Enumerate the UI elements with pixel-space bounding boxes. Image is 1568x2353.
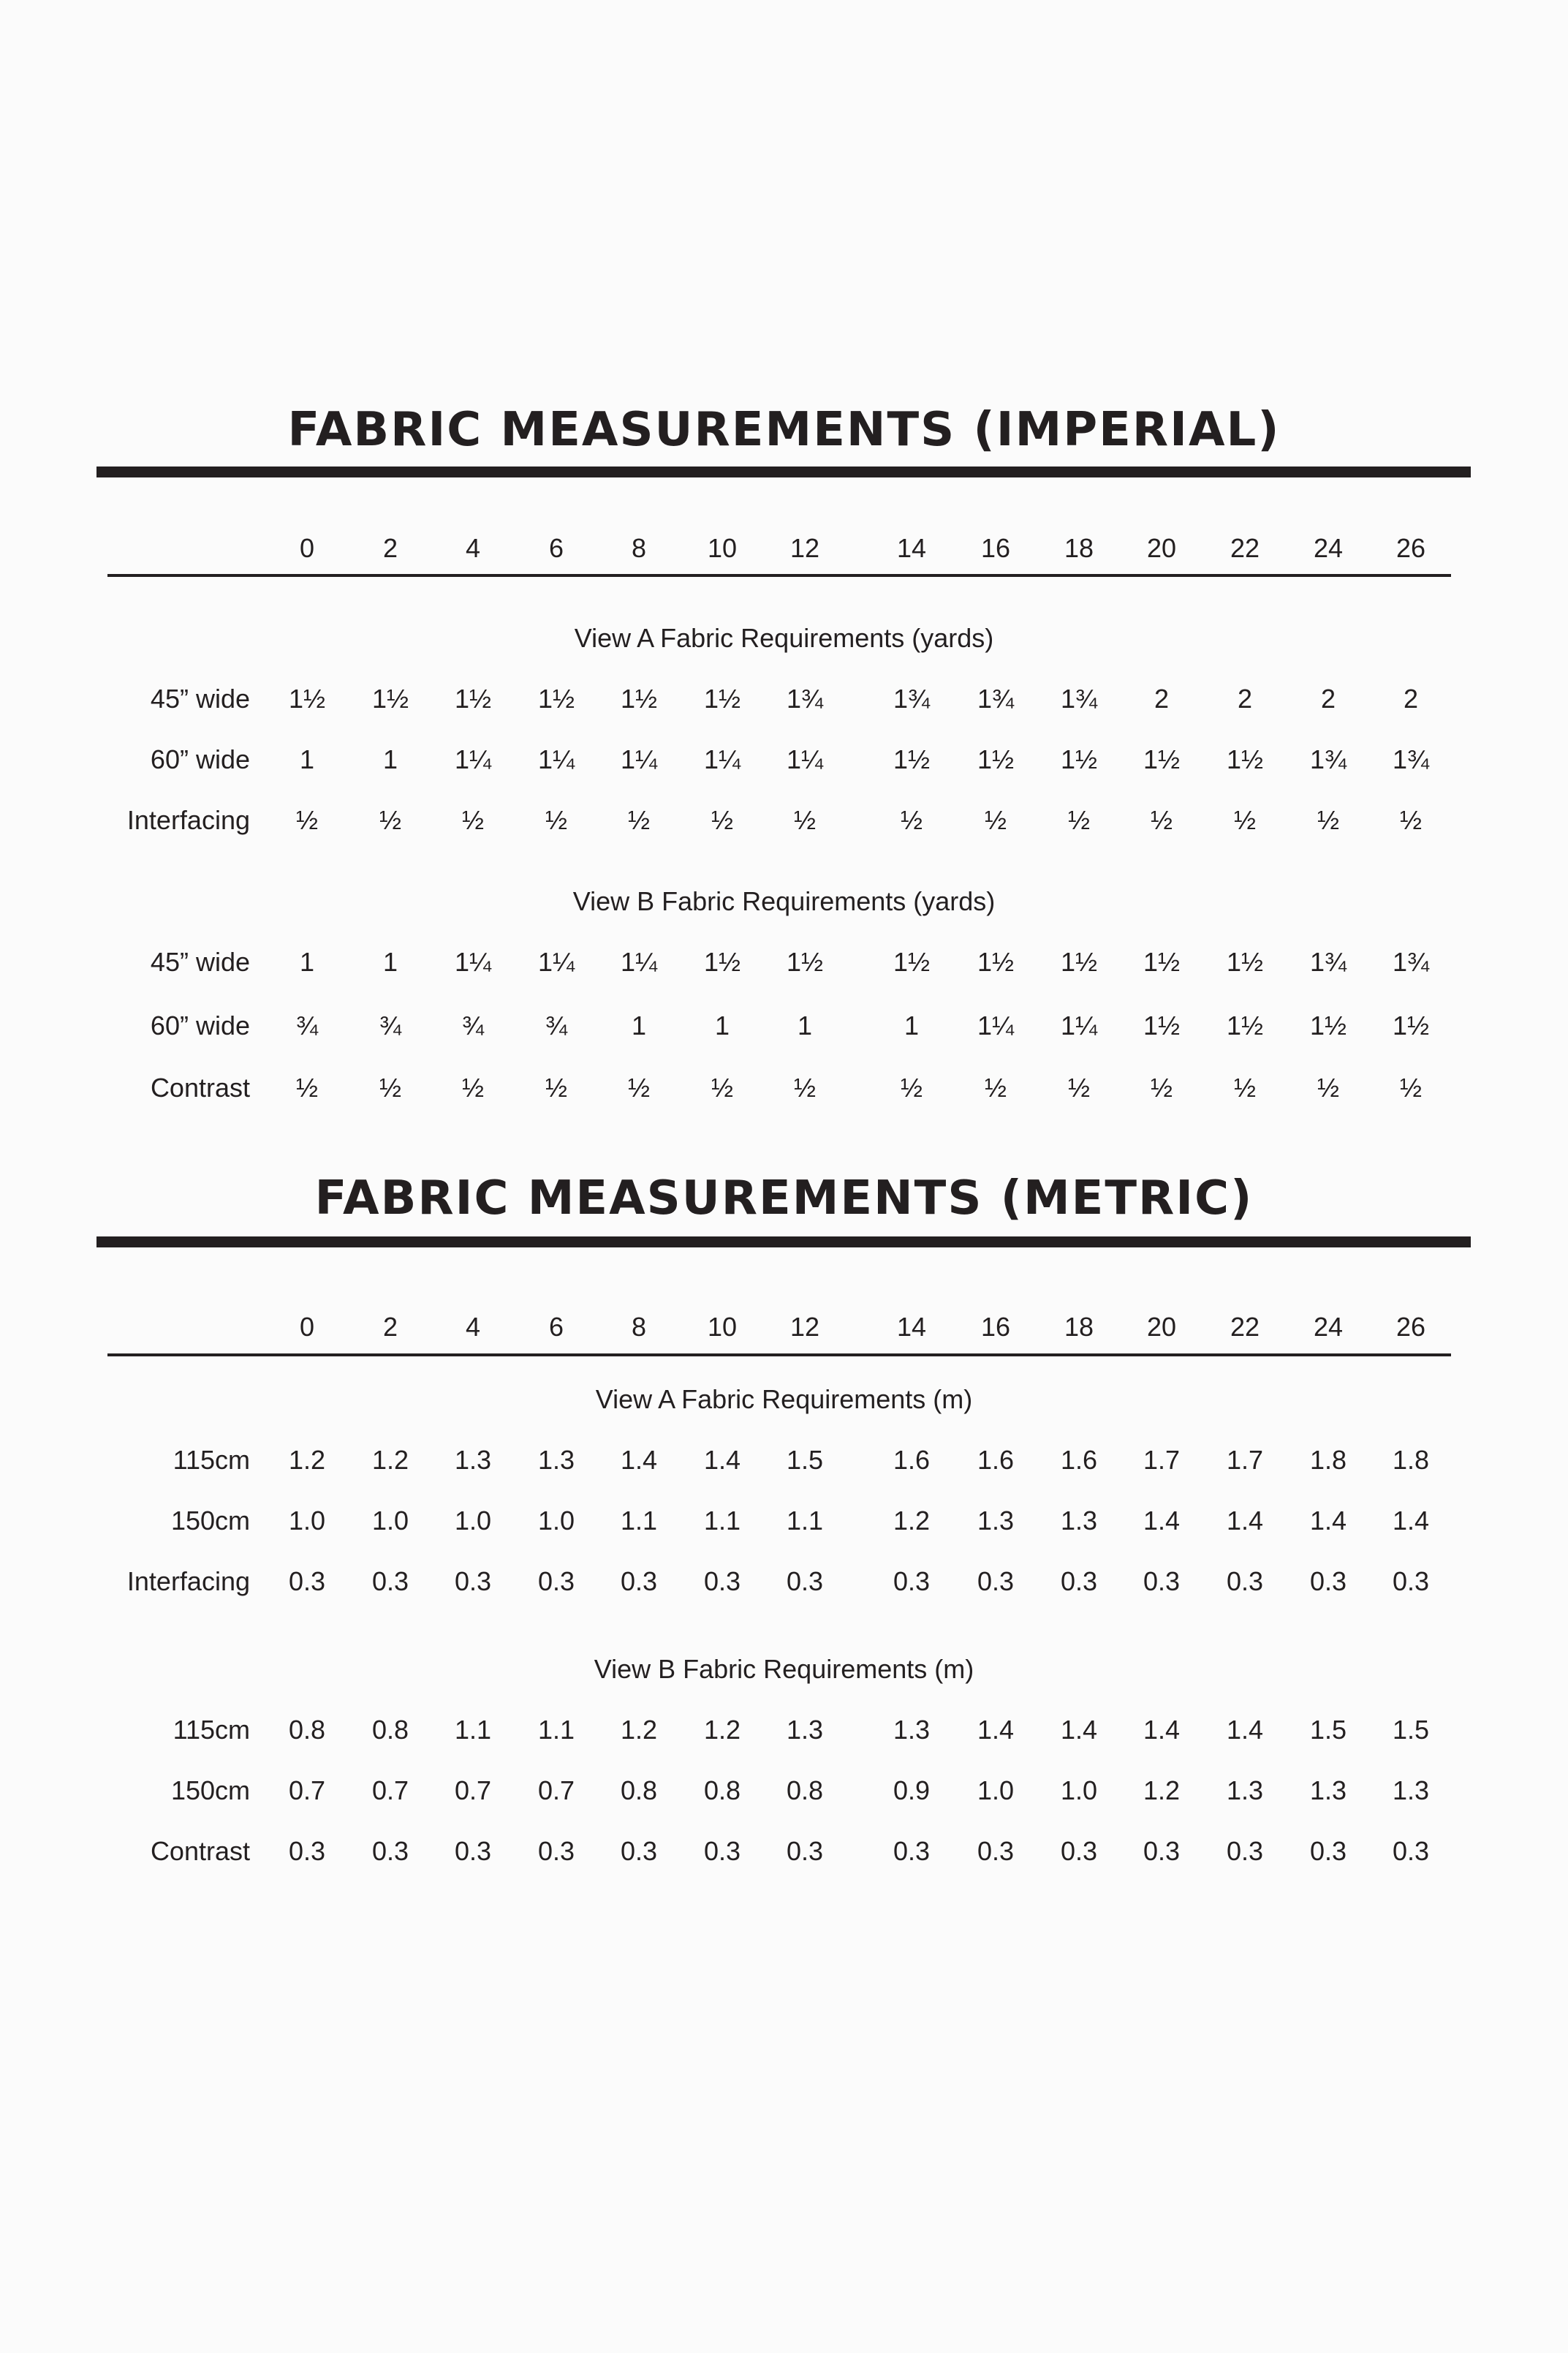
measurement-cell: 0.3: [620, 1836, 658, 1866]
measurement-cell: 1.0: [371, 1506, 409, 1536]
row-label: Contrast: [150, 1073, 250, 1103]
row-label: 45” wide: [150, 684, 250, 714]
measurement-cell: 1.4: [977, 1715, 1015, 1745]
imperial-view-a-row: [0, 741, 1568, 778]
measurement-cell: 0.3: [288, 1836, 326, 1866]
measurement-cell: 1.7: [1143, 1445, 1181, 1475]
measurement-cell: 0.3: [977, 1836, 1015, 1866]
measurement-cell: 1¾: [1309, 744, 1347, 774]
measurement-cell: ½: [1317, 1073, 1340, 1103]
measurement-cell: 1.2: [1143, 1775, 1181, 1805]
imperial-size-header-row: [0, 530, 1568, 567]
metric-view-a-row: [0, 1442, 1568, 1478]
measurement-cell: 0.3: [893, 1836, 931, 1866]
measurement-cell: ½: [900, 1073, 923, 1103]
measurement-cell: 1¼: [620, 947, 658, 977]
measurement-cell: 1.3: [1309, 1775, 1347, 1805]
measurement-cell: 0.3: [1226, 1836, 1264, 1866]
size-header-cell: 24: [1313, 533, 1344, 563]
measurement-cell: 1.4: [1309, 1506, 1347, 1536]
row-label: 115cm: [173, 1445, 250, 1475]
measurement-cell: 1½: [893, 744, 931, 774]
measurement-cell: 0.3: [1143, 1566, 1181, 1596]
imperial-header-rule: [107, 574, 1451, 577]
measurement-cell: 1.8: [1392, 1445, 1430, 1475]
measurement-cell: 1½: [371, 684, 409, 714]
imperial-view-b-row: [0, 1008, 1568, 1044]
measurement-cell: 1.6: [1060, 1445, 1098, 1475]
size-header-cell: 6: [548, 1312, 564, 1342]
row-label: Contrast: [150, 1836, 250, 1866]
size-header-cell: 2: [382, 533, 398, 563]
measurement-cell: 1.4: [620, 1445, 658, 1475]
size-header-cell: 10: [707, 1312, 738, 1342]
measurement-cell: 0.3: [977, 1566, 1015, 1596]
measurement-cell: 1: [382, 947, 398, 977]
measurement-cell: 0.9: [893, 1775, 931, 1805]
measurement-cell: 0.3: [1309, 1566, 1347, 1596]
size-header-cell: 26: [1395, 1312, 1426, 1342]
measurement-cell: 0.3: [1309, 1836, 1347, 1866]
measurement-cell: 1.1: [703, 1506, 741, 1536]
measurement-cell: 1.3: [1226, 1775, 1264, 1805]
measurement-cell: 0.8: [786, 1775, 824, 1805]
measurement-cell: 1.5: [1309, 1715, 1347, 1745]
measurement-cell: 1½: [977, 947, 1015, 977]
size-header-cell: 16: [980, 1312, 1011, 1342]
measurement-cell: 1½: [786, 947, 824, 977]
measurement-cell: 1½: [893, 947, 931, 977]
measurement-cell: 1.4: [1226, 1715, 1264, 1745]
measurement-cell: 1: [714, 1011, 730, 1040]
measurement-cell: 1: [299, 947, 315, 977]
measurement-cell: ½: [627, 1073, 651, 1103]
measurement-cell: 1.3: [1392, 1775, 1430, 1805]
size-header-cell: 4: [465, 1312, 481, 1342]
measurement-cell: 1.2: [620, 1715, 658, 1745]
row-label: 150cm: [170, 1775, 250, 1805]
measurement-cell: 1½: [1226, 947, 1264, 977]
size-header-cell: 0: [299, 1312, 315, 1342]
measurement-cell: 1.4: [703, 1445, 741, 1475]
measurement-cell: ¾: [295, 1011, 319, 1040]
measurement-cell: ½: [1067, 1073, 1091, 1103]
measurement-cell: 1.4: [1143, 1506, 1181, 1536]
measurement-cell: 0.3: [1226, 1566, 1264, 1596]
measurement-cell: 1.3: [1060, 1506, 1098, 1536]
measurement-cell: 0.3: [1060, 1566, 1098, 1596]
measurement-cell: 0.3: [703, 1566, 741, 1596]
measurement-cell: 0.8: [371, 1715, 409, 1745]
measurement-cell: 0.3: [1060, 1836, 1098, 1866]
measurement-cell: ½: [984, 1073, 1007, 1103]
measurement-cell: 1½: [1392, 1011, 1430, 1040]
measurement-cell: 1.2: [288, 1445, 326, 1475]
measurement-cell: 0.7: [288, 1775, 326, 1805]
measurement-cell: 1¾: [786, 684, 824, 714]
measurement-cell: 1.1: [537, 1715, 575, 1745]
measurement-cell: ½: [295, 1073, 319, 1103]
measurement-cell: 0.3: [537, 1566, 575, 1596]
metric-view-b-row: [0, 1712, 1568, 1748]
imperial-view-b-row: [0, 1070, 1568, 1106]
size-header-cell: 20: [1146, 1312, 1177, 1342]
measurement-cell: 1.4: [1226, 1506, 1264, 1536]
measurement-cell: 1: [631, 1011, 647, 1040]
measurement-cell: 1.6: [893, 1445, 931, 1475]
measurement-cell: 1: [299, 744, 315, 774]
imperial-view-a-heading: View A Fabric Requirements (yards): [574, 623, 994, 653]
imperial-view-b-heading: View B Fabric Requirements (yards): [572, 886, 996, 916]
size-header-cell: 12: [789, 1312, 820, 1342]
measurement-cell: 1.8: [1309, 1445, 1347, 1475]
size-header-cell: 2: [382, 1312, 398, 1342]
measurement-cell: ½: [461, 805, 485, 835]
size-header-cell: 22: [1230, 533, 1260, 563]
size-header-cell: 14: [896, 533, 927, 563]
row-label: 150cm: [170, 1506, 250, 1536]
measurement-cell: ½: [900, 805, 923, 835]
size-header-cell: 8: [631, 1312, 647, 1342]
imperial-title: FABRIC MEASUREMENTS (IMPERIAL): [287, 403, 1281, 457]
measurement-cell: 1½: [703, 684, 741, 714]
measurement-cell: ½: [1399, 805, 1423, 835]
measurement-cell: 1¼: [703, 744, 741, 774]
measurement-cell: ½: [545, 805, 568, 835]
measurement-cell: 1½: [1143, 947, 1181, 977]
measurement-cell: 2: [1403, 684, 1419, 714]
measurement-cell: 0.3: [371, 1566, 409, 1596]
measurement-cell: 1.2: [893, 1506, 931, 1536]
size-header-cell: 26: [1395, 533, 1426, 563]
metric-view-a-heading: View A Fabric Requirements (m): [595, 1384, 973, 1414]
size-header-cell: 0: [299, 533, 315, 563]
metric-view-a-row: [0, 1563, 1568, 1600]
measurement-cell: 1½: [1060, 947, 1098, 977]
measurement-cell: 1.0: [288, 1506, 326, 1536]
measurement-cell: ½: [793, 805, 817, 835]
measurement-cell: 1¼: [620, 744, 658, 774]
metric-size-header-row: [0, 1309, 1568, 1345]
measurement-cell: 0.8: [620, 1775, 658, 1805]
size-header-cell: 16: [980, 533, 1011, 563]
measurement-cell: 1¼: [537, 744, 575, 774]
metric-view-b-row: [0, 1772, 1568, 1809]
measurement-cell: 0.3: [786, 1566, 824, 1596]
measurement-cell: 1.0: [454, 1506, 492, 1536]
measurement-cell: 0.3: [371, 1836, 409, 1866]
size-header-cell: 8: [631, 533, 647, 563]
measurement-cell: 1.0: [977, 1775, 1015, 1805]
measurement-cell: ¾: [545, 1011, 568, 1040]
measurement-cell: 1.2: [371, 1445, 409, 1475]
measurement-cell: 1½: [1143, 744, 1181, 774]
metric-title-rule: [96, 1236, 1471, 1247]
size-header-cell: 12: [789, 533, 820, 563]
size-header-cell: 14: [896, 1312, 927, 1342]
measurement-cell: ½: [984, 805, 1007, 835]
measurement-cell: 1.2: [703, 1715, 741, 1745]
measurement-cell: 1.6: [977, 1445, 1015, 1475]
measurement-cell: ½: [379, 805, 402, 835]
measurement-cell: 1¾: [1309, 947, 1347, 977]
measurement-cell: 1¾: [977, 684, 1015, 714]
measurement-cell: 2: [1154, 684, 1170, 714]
measurement-cell: 1.3: [454, 1445, 492, 1475]
measurement-cell: ½: [1317, 805, 1340, 835]
measurement-cell: 1.3: [893, 1715, 931, 1745]
row-label: Interfacing: [126, 1566, 250, 1596]
measurement-cell: 1: [797, 1011, 813, 1040]
measurement-cell: 1: [382, 744, 398, 774]
measurement-cell: 1½: [977, 744, 1015, 774]
measurement-cell: 0.3: [703, 1836, 741, 1866]
measurement-cell: 1.1: [454, 1715, 492, 1745]
measurement-cell: 1½: [703, 947, 741, 977]
imperial-title-rule: [96, 467, 1471, 477]
measurement-cell: 0.3: [1392, 1566, 1430, 1596]
measurement-cell: 1¾: [1392, 947, 1430, 977]
measurement-cell: ½: [1399, 1073, 1423, 1103]
measurement-cell: 0.8: [288, 1715, 326, 1745]
measurement-cell: 1¾: [1392, 744, 1430, 774]
measurement-cell: 1.4: [1392, 1506, 1430, 1536]
row-label: 45” wide: [150, 947, 250, 977]
measurement-cell: 1: [904, 1011, 920, 1040]
measurement-cell: 1½: [620, 684, 658, 714]
size-header-cell: 4: [465, 533, 481, 563]
measurement-cell: 1½: [1226, 1011, 1264, 1040]
measurement-cell: ½: [711, 805, 734, 835]
measurement-cell: 1.0: [1060, 1775, 1098, 1805]
measurement-cell: 0.7: [454, 1775, 492, 1805]
metric-view-b-row: [0, 1833, 1568, 1870]
measurement-cell: 1¼: [977, 1011, 1015, 1040]
measurement-cell: 1½: [1226, 744, 1264, 774]
imperial-view-b-row: [0, 944, 1568, 981]
measurement-cell: ½: [793, 1073, 817, 1103]
metric-header-rule: [107, 1353, 1451, 1356]
measurement-cell: 1¼: [454, 744, 492, 774]
measurement-cell: 1.3: [977, 1506, 1015, 1536]
size-header-cell: 6: [548, 533, 564, 563]
row-label: 115cm: [173, 1715, 250, 1745]
measurement-cell: 1½: [454, 684, 492, 714]
measurement-cell: ½: [627, 805, 651, 835]
row-label: 60” wide: [150, 1011, 250, 1040]
measurement-cell: ½: [379, 1073, 402, 1103]
metric-title: FABRIC MEASUREMENTS (METRIC): [314, 1171, 1254, 1225]
metric-view-a-row: [0, 1503, 1568, 1539]
measurement-cell: 0.3: [1143, 1836, 1181, 1866]
measurement-cell: 1¼: [454, 947, 492, 977]
measurement-cell: 1.4: [1143, 1715, 1181, 1745]
measurement-cell: ½: [1233, 1073, 1257, 1103]
measurement-cell: 0.3: [620, 1566, 658, 1596]
measurement-cell: 1¾: [1060, 684, 1098, 714]
measurement-cell: 1.5: [786, 1445, 824, 1475]
measurement-cell: 2: [1237, 684, 1253, 714]
imperial-view-a-row: [0, 802, 1568, 839]
measurement-cell: 1.0: [537, 1506, 575, 1536]
measurement-cell: ½: [461, 1073, 485, 1103]
metric-view-b-heading: View B Fabric Requirements (m): [594, 1654, 974, 1684]
measurement-cell: 1¾: [893, 684, 931, 714]
size-header-cell: 18: [1064, 533, 1094, 563]
measurement-cell: ½: [1067, 805, 1091, 835]
measurement-cell: 2: [1320, 684, 1336, 714]
measurement-cell: ½: [711, 1073, 734, 1103]
measurement-cell: 1½: [1143, 1011, 1181, 1040]
measurement-cell: 0.3: [537, 1836, 575, 1866]
measurement-cell: 0.3: [893, 1566, 931, 1596]
size-header-cell: 20: [1146, 533, 1177, 563]
row-label: 60” wide: [150, 744, 250, 774]
row-label: Interfacing: [126, 805, 250, 835]
measurement-cell: 1¼: [1060, 1011, 1098, 1040]
measurement-cell: 0.3: [288, 1566, 326, 1596]
measurement-cell: 1.1: [786, 1506, 824, 1536]
measurement-cell: 1.7: [1226, 1445, 1264, 1475]
measurement-cell: 1.4: [1060, 1715, 1098, 1745]
measurement-cell: ½: [295, 805, 319, 835]
size-header-cell: 10: [707, 533, 738, 563]
measurement-cell: 0.3: [454, 1566, 492, 1596]
measurement-cell: 1.1: [620, 1506, 658, 1536]
measurement-cell: ½: [1150, 805, 1173, 835]
size-header-cell: 24: [1313, 1312, 1344, 1342]
measurement-cell: 1½: [537, 684, 575, 714]
measurement-cell: 0.3: [1392, 1836, 1430, 1866]
measurement-cell: ½: [545, 1073, 568, 1103]
measurement-cell: 1¼: [537, 947, 575, 977]
measurement-cell: ¾: [461, 1011, 485, 1040]
measurement-cell: 0.7: [537, 1775, 575, 1805]
measurement-cell: 1½: [1309, 1011, 1347, 1040]
measurement-cell: 1.5: [1392, 1715, 1430, 1745]
measurement-cell: 1.3: [786, 1715, 824, 1745]
measurement-cell: 1½: [288, 684, 326, 714]
measurement-cell: ¾: [379, 1011, 402, 1040]
measurement-cell: 1.3: [537, 1445, 575, 1475]
measurement-cell: 1¼: [786, 744, 824, 774]
measurement-cell: 0.3: [454, 1836, 492, 1866]
size-header-cell: 22: [1230, 1312, 1260, 1342]
measurement-cell: 0.7: [371, 1775, 409, 1805]
size-header-cell: 18: [1064, 1312, 1094, 1342]
measurement-cell: ½: [1150, 1073, 1173, 1103]
measurement-cell: 1½: [1060, 744, 1098, 774]
measurement-cell: 0.8: [703, 1775, 741, 1805]
measurement-cell: 0.3: [786, 1836, 824, 1866]
imperial-view-a-row: [0, 681, 1568, 717]
measurement-cell: ½: [1233, 805, 1257, 835]
